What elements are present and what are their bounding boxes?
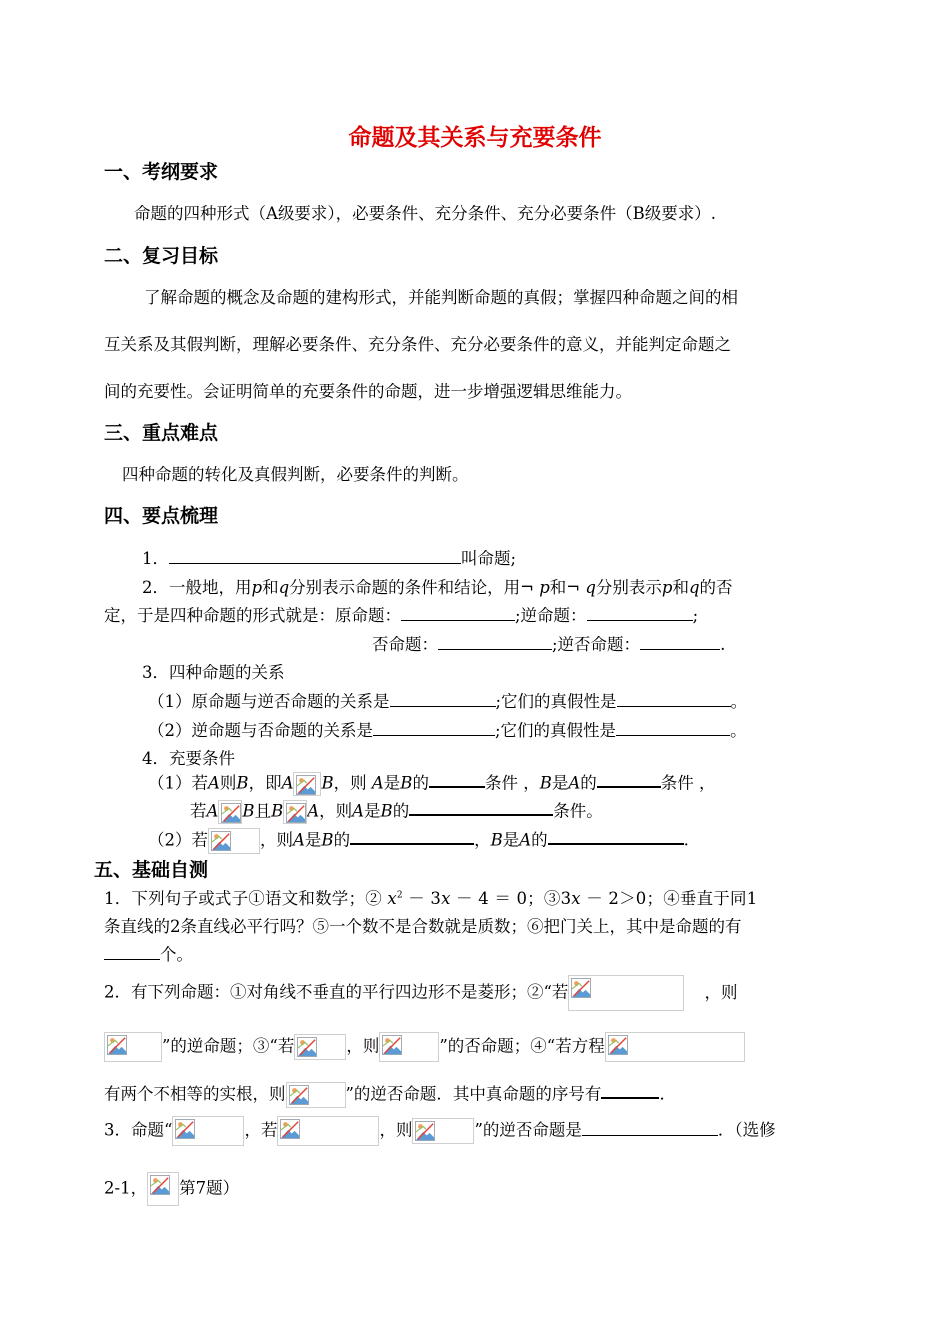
formula-image xyxy=(208,828,260,854)
q2-line-3: 有两个不相等的实根，则 ”的逆否命题．其中真命题的序号有 ． xyxy=(104,1080,676,1108)
section-heading-1: 一、考纲要求 xyxy=(104,161,219,183)
blank[interactable] xyxy=(438,632,552,650)
item-2-line-3: 否命题： ;逆否命题： . xyxy=(372,631,725,655)
item-3-1: （1）原命题与逆否命题的关系是 ;它们的真假性是 。 xyxy=(148,688,747,712)
item-1: 1． 叫命题; xyxy=(142,545,516,569)
blank[interactable] xyxy=(616,718,730,736)
blank[interactable] xyxy=(169,546,461,564)
broken-image-icon xyxy=(279,1119,301,1139)
section-heading-2: 二、复习目标 xyxy=(104,245,219,267)
formula-image xyxy=(379,1032,439,1062)
item-3: 3．四种命题的关系 xyxy=(142,663,285,682)
formula-image xyxy=(568,975,684,1011)
broken-image-icon xyxy=(295,775,317,795)
q2-line-2: ”的逆命题；③“若 ，则 ”的否命题；④“若方程 xyxy=(104,1032,745,1062)
goal-line-3: 间的充要性。会证明简单的充要条件的命题，进一步增强逻辑思维能力。 xyxy=(104,382,632,401)
blank[interactable] xyxy=(429,769,485,788)
item-4-row-1: （1）若A则B，即A B，则 A是B的 条件 ，B是A的 条件 ， xyxy=(148,769,716,796)
q1-line-2: 条直线的2条直线必平行吗？⑤一个数不是合数就是质数；⑥把门关上，其中是命题的有 xyxy=(104,917,742,936)
formula-image xyxy=(104,1032,162,1062)
q3-line-2: 2-1， 第7题） xyxy=(104,1172,239,1206)
broken-image-icon xyxy=(288,1085,310,1105)
formula-image xyxy=(293,772,321,796)
blank[interactable] xyxy=(601,1080,659,1099)
formula-image xyxy=(218,800,242,824)
blank[interactable] xyxy=(548,826,684,845)
blank[interactable] xyxy=(350,826,474,845)
goal-line-1: 了解命题的概念及命题的建构形式，并能判断命题的真假；掌握四种命题之间的相 xyxy=(144,288,738,307)
blank[interactable] xyxy=(617,689,731,707)
broken-image-icon xyxy=(220,803,242,823)
broken-image-icon xyxy=(607,1035,629,1055)
item-4-row-3: （2）若 ，则A是B的 ，B是A的 . xyxy=(148,826,689,854)
broken-image-icon xyxy=(174,1119,196,1139)
broken-image-icon xyxy=(210,831,232,851)
broken-image-icon xyxy=(285,803,307,823)
formula-image xyxy=(286,1082,346,1108)
q2-line-1: 2．有下列命题：①对角线不垂直的平行四边形不是菱形；②“若 ，则 xyxy=(104,975,737,1011)
q1-line-3: 个。 xyxy=(104,941,193,965)
blank[interactable] xyxy=(582,1117,718,1135)
section-heading-3: 三、重点难点 xyxy=(104,422,219,444)
item-2-line-2: 定，于是四种命题的形式就是：原命题： ;逆命题： ; xyxy=(104,602,698,626)
q1-line-1: 1．下列句子或式子①语文和数学；② $x^2 - 3x - 4 = 0$；③3x － 2＞0；④垂直于同1 xyxy=(104,889,758,908)
item-4-row-2: 若A B且B A，则A是B的 条件。 xyxy=(190,797,603,824)
q3-line-1: 3．命题“ ，若 ，则 ”的逆否命题是 ．（选修 xyxy=(104,1116,776,1146)
formula-image xyxy=(294,1034,346,1060)
formula-image xyxy=(412,1118,474,1144)
section-heading-5: 五、基础自测 xyxy=(94,859,209,881)
goal-line-2: 互关系及其假判断，理解必要条件、充分条件、充分必要条件的意义，并能判定命题之 xyxy=(104,335,731,354)
blank[interactable] xyxy=(640,632,720,650)
blank[interactable] xyxy=(597,769,661,788)
broken-image-icon xyxy=(381,1035,403,1055)
item-2-line-1: 2．一般地，用p和q分别表示命题的条件和结论，用¬ p和¬ q分别表示p和q的否 xyxy=(142,578,733,597)
formula-image xyxy=(172,1116,244,1146)
broken-image-icon xyxy=(296,1037,318,1057)
page-title: 命题及其关系与充要条件 xyxy=(348,125,602,151)
broken-image-icon xyxy=(570,978,592,998)
blank[interactable] xyxy=(104,942,160,960)
broken-image-icon xyxy=(414,1121,436,1141)
blank[interactable] xyxy=(409,797,553,816)
blank[interactable] xyxy=(373,718,495,736)
item-3-2: （2）逆命题与否命题的关系是 ;它们的真假性是 。 xyxy=(148,717,747,741)
formula-image xyxy=(277,1116,379,1146)
key-points-text: 四种命题的转化及真假判断，必要条件的判断。 xyxy=(122,465,469,484)
broken-image-icon xyxy=(149,1175,171,1195)
syllabus-text: 命题的四种形式（A级要求），必要条件、充分条件、充分必要条件（B级要求）. xyxy=(134,204,717,223)
broken-image-icon xyxy=(106,1035,128,1055)
section-heading-4: 四、要点梳理 xyxy=(104,505,219,527)
blank[interactable] xyxy=(390,689,496,707)
formula-image xyxy=(605,1032,745,1062)
formula-image xyxy=(283,800,307,824)
formula-image xyxy=(147,1172,179,1206)
blank[interactable] xyxy=(587,603,693,621)
item-4: 4．充要条件 xyxy=(142,749,235,768)
blank[interactable] xyxy=(401,603,515,621)
